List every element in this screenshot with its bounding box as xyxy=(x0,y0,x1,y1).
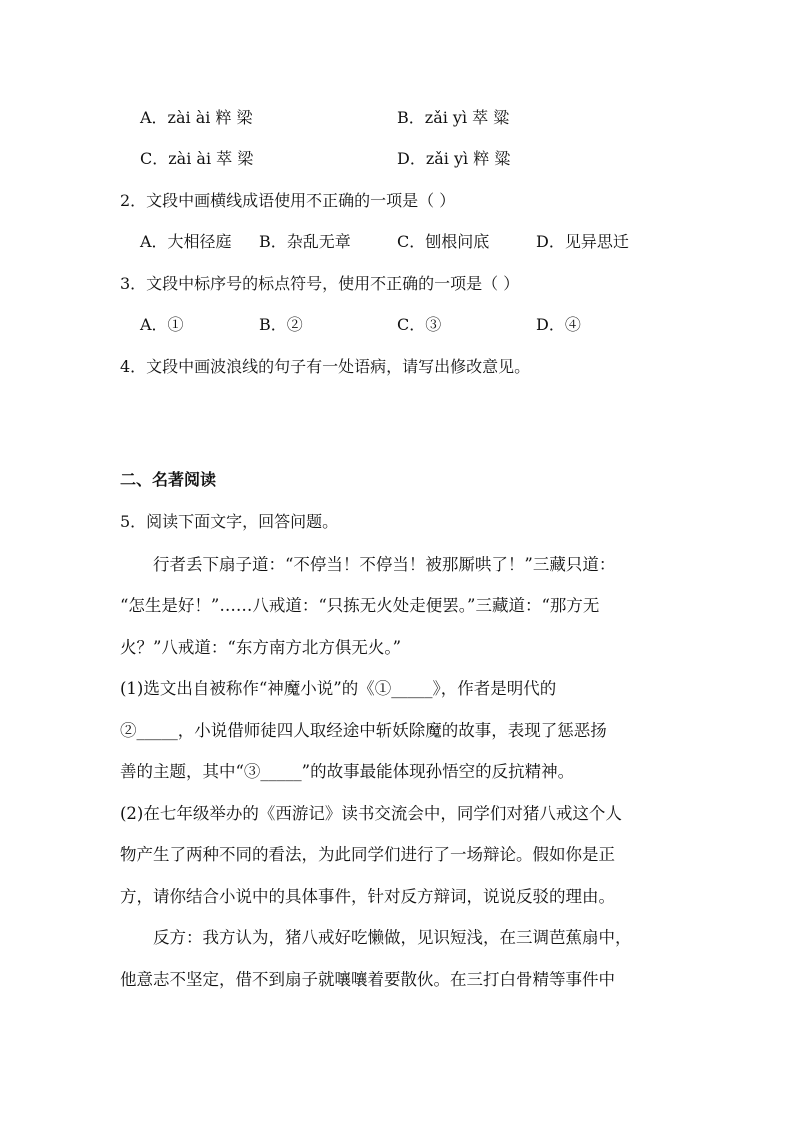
passage-line-1: 行者丢下扇子道：“不停当！不停当！被那厮哄了！”三藏只道： xyxy=(120,555,616,574)
q1-option-c: C．zài ài 萃 梁 xyxy=(140,149,254,168)
sub-question-1-line-1: (1)选文出自被称作“神魔小说”的《①_____》，作者是明代的 xyxy=(120,679,557,698)
sub-question-1-line-3: 善的主题，其中“③_____”的故事最能体现孙悟空的反抗精神。 xyxy=(120,762,575,781)
q3-option-a: A．① xyxy=(140,315,184,334)
q1-option-d: D．zǎi yì 粹 粱 xyxy=(397,149,511,168)
q3-option-d: D．④ xyxy=(536,315,581,334)
sub-question-2-line-2: 物产生了两种不同的看法，为此同学们进行了一场辩论。假如你是正 xyxy=(120,845,615,864)
passage-line-3: 火？”八戒道：“东方南方北方俱无火。” xyxy=(120,638,402,657)
q4-stem: 4．文段中画波浪线的句子有一处语病，请写出修改意见。 xyxy=(120,357,531,376)
q3-stem: 3．文段中标序号的标点符号，使用不正确的一项是（ ） xyxy=(120,274,520,293)
q2-option-d: D．见异思迁 xyxy=(536,232,629,251)
q2-option-a: A．大相径庭 xyxy=(140,232,232,251)
sub-question-2-line-1: (2)在七年级举办的《西游记》读书交流会中，同学们对猪八戒这个人 xyxy=(120,804,622,823)
q1-option-a: A．zài ài 粹 梁 xyxy=(140,108,253,127)
q1-option-b: B．zǎi yì 萃 粱 xyxy=(397,108,510,127)
passage-line-2: “怎生是好！”……八戒道：“只拣无火处走便罢。”三藏道：“那方无 xyxy=(120,596,600,615)
section-heading: 二、名著阅读 xyxy=(120,470,217,489)
q2-option-b: B．杂乱无章 xyxy=(259,232,351,251)
opponent-statement-line-2: 他意志不坚定，借不到扇子就嚷嚷着要散伙。在三打白骨精等事件中 xyxy=(120,970,615,989)
opponent-statement-line-1: 反方：我方认为，猪八戒好吃懒做，见识短浅，在三调芭蕉扇中， xyxy=(120,928,632,947)
sub-question-2-line-3: 方，请你结合小说中的具体事件，针对反方辩词，说说反驳的理由。 xyxy=(120,887,615,906)
q2-stem: 2．文段中画横线成语使用不正确的一项是（ ） xyxy=(120,191,456,210)
q5-stem: 5．阅读下面文字，回答问题。 xyxy=(120,512,339,531)
q3-option-b: B．② xyxy=(259,315,303,334)
sub-question-1-line-2: ②_____，小说借师徒四人取经途中斩妖除魔的故事，表现了惩恶扬 xyxy=(120,721,607,740)
q3-option-c: C．③ xyxy=(397,315,442,334)
q2-option-c: C．刨根问底 xyxy=(397,232,490,251)
